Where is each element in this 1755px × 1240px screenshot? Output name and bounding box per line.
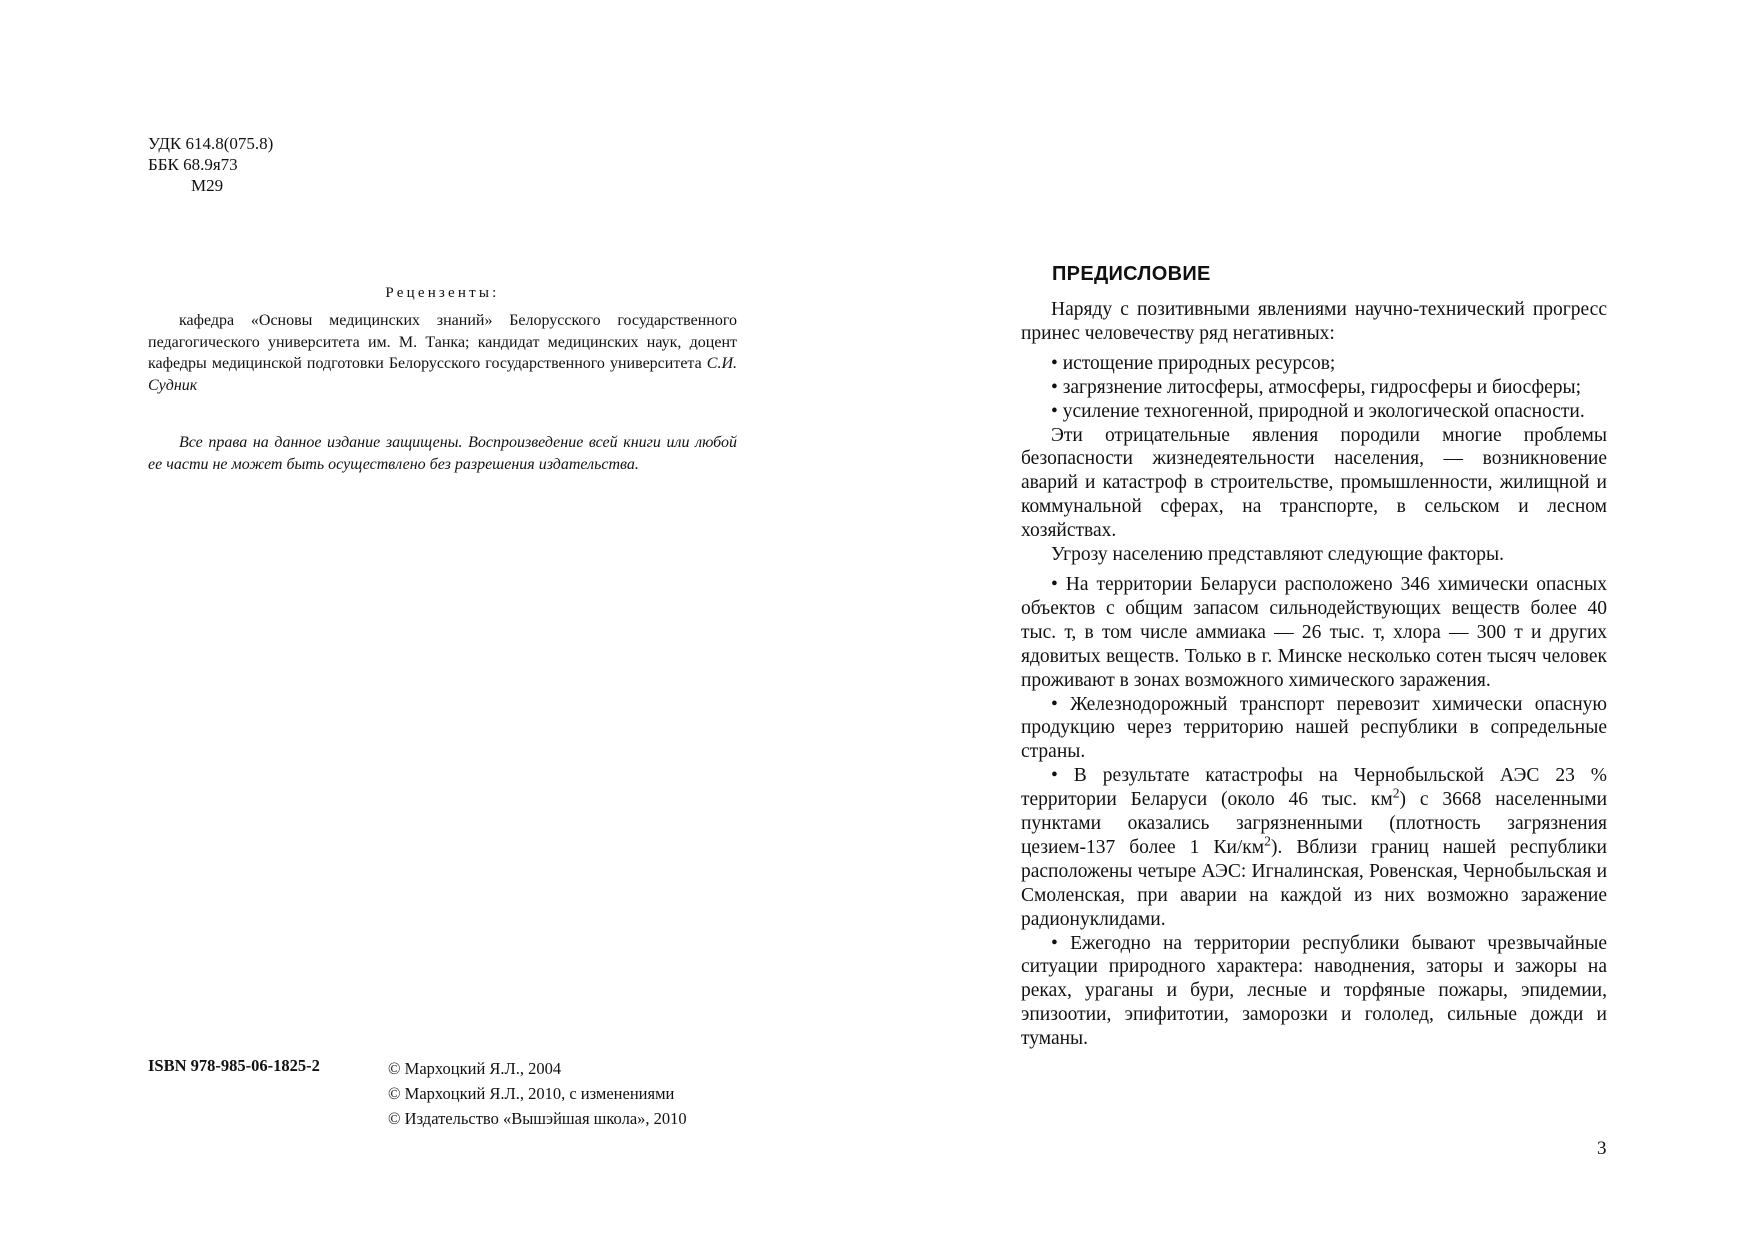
superscript: 2: [1392, 785, 1400, 801]
factor-natural: • Ежегодно на территории республики бывают чрезвычайные ситуации природного характера: наводнения, заторы и зажоры на реках, ураганы и бури, лесные и торфяные пожары, эпидемии, эпизоотии, эпифитотии, заморозки и гололед, сильные дожди и туманы.: [1021, 932, 1607, 1050]
negative-item: • усиление техногенной, природной и экологической опасности.: [1051, 400, 1585, 422]
negative-item: • истощение природных ресурсов;: [1051, 352, 1336, 374]
chernobyl-text-3: ). Вблизи границ нашей республики расположены четыре АЭС: Игналинская, Ровенская, Чернобыльская и Смоленская, при аварии на каждой из них возможно заражение радионуклидами.: [1021, 836, 1607, 930]
isbn: ISBN 978-985-06-1825-2: [148, 1056, 320, 1075]
page-number: 3: [1597, 1138, 1607, 1159]
rights-notice: Все права на данное издание защищены. Воспроизведение всей книги или любой ее части не может быть осуществлено без разрешения издательства.: [148, 434, 737, 473]
superscript: 2: [1264, 833, 1271, 849]
threat-intro: Угрозу населению представляют следующие факторы.: [1051, 544, 1505, 566]
left-page: [0, 0, 877, 1240]
problems-paragraph: Эти отрицательные явления породили многие проблемы безопасности жизнедеятельности населения, — возникновение аварий и катастроф в строительстве, промышленности, жилищной и коммунальной сферах, на транспорте, в сельском и лесном хозяйствах.: [1021, 424, 1607, 542]
reviewers-title: Рецензенты:: [385, 285, 500, 301]
right-page: [877, 0, 1755, 1240]
negative-item: • загрязнение литосферы, атмосферы, гидросферы и биосферы;: [1051, 376, 1582, 398]
copyright-line: © Мархоцкий Я.Л., 2010, с изменениями: [388, 1084, 675, 1103]
reviewers-text: [148, 310, 737, 396]
copyright-line: © Мархоцкий Я.Л., 2004: [388, 1059, 562, 1078]
factor-chernobyl: [1021, 764, 1607, 931]
factor-chemical: • На территории Беларуси расположено 346 химически опасных объектов с общим запасом сильнодействующих веществ более 40 тыс. т, в том числе аммиака — 26 тыс. т, хлора — 300 т и других ядовитых веществ. Только в г. Минске несколько сотен тысяч человек проживают в зонах возможного химического заражения.: [1021, 573, 1607, 691]
factor-railway: • Железнодорожный транспорт перевозит химически опасную продукцию через территорию нашей республики в сопредельные страны.: [1021, 693, 1607, 763]
intro-paragraph: Наряду с позитивными явлениями научно-технический прогресс принес человечеству ряд негативных:: [1021, 299, 1607, 344]
chernobyl-text-2: ) с 3668 населенными пунктами оказались загрязненными (плотность загрязнения цезием-137 более 1 Ки/км: [1021, 789, 1607, 858]
page-title: ПРЕДИСЛОВИЕ: [1052, 263, 1211, 285]
classification-codes: [148, 133, 273, 196]
author-mark: М29: [191, 176, 224, 195]
bbk-code: ББК 68.9я73: [148, 155, 238, 174]
reviewers-body: кафедра «Основы медицинских знаний» Белорусского государственного педагогического университета им. М. Танка; кандидат медицинских наук, доцент кафедры медицинской подготовки Белорусского государственного университета: [148, 312, 737, 372]
copyright-line: © Издательство «Вышэйшая школа», 2010: [388, 1109, 687, 1128]
chernobyl-text-1: • В результате катастрофы на Чернобыльской АЭС 23 % территории Беларуси (около 46 тыс. км: [1021, 765, 1607, 811]
copyright-list: [388, 1056, 687, 1131]
preface-body: [1021, 298, 1607, 1051]
udk-code: УДК 614.8(075.8): [148, 134, 274, 153]
reviewer-name: С.И. Судник: [148, 355, 738, 394]
